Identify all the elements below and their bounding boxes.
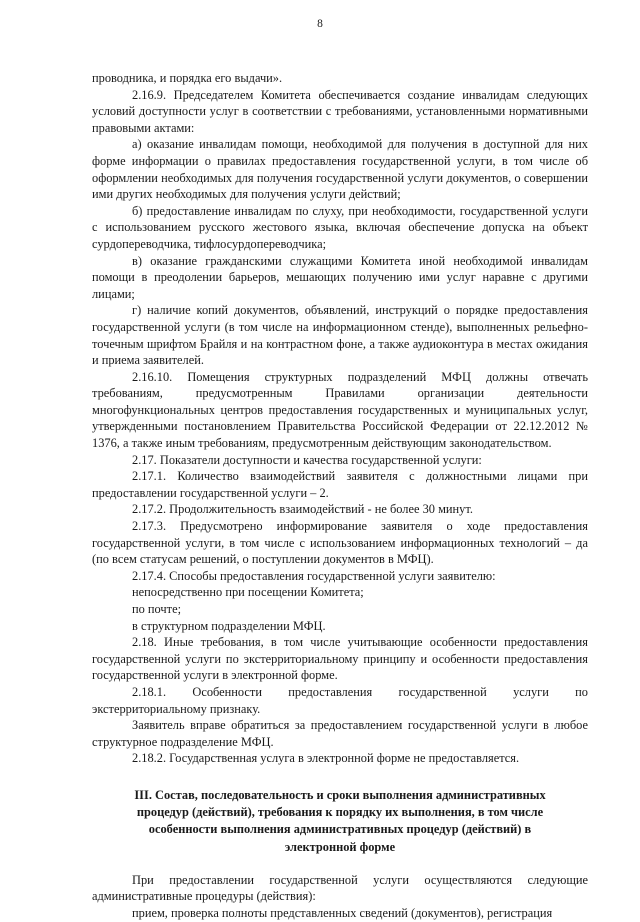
paragraph-2-16-10: 2.16.10. Помещения структурных подразделений МФЦ должны отвечать требованиям, предусмотренным Правилами организации деятельности многофункциональных центров предоставления государственных и муниципальных услуг, утвержденными постановлением Правительства Российской Федерации от 22.12.2012 № 1376, а также иным требованиям, предусмотренным действующим законодательством. — [92, 369, 588, 451]
paragraph-procedures-intro: При предоставлении государственной услуги осуществляются следующие административные процедуры (действия): — [92, 872, 588, 904]
paragraph-item-b: б) предоставление инвалидам по слуху, при необходимости, государственной услуги с использованием русского жестового языка, включая обеспечение допуска на объект сурдопереводчика, тифлосурдопереводчика; — [92, 203, 588, 251]
paragraph-2-17-3: 2.17.3. Предусмотрено информирование заявителя о ходе предоставления государственной услуги, в том числе с использованием информационных технологий – да (по всем статусам решений, о поступлении документов в МФЦ). — [92, 519, 588, 567]
paragraph-item-a: а) оказание инвалидам помощи, необходимой для получения в доступной для них форме информации о правилах предоставления государственной услуги, в том числе об оформлении необходимых для получения государственной услуги документов, о совершении ими других необходимых для получения услуги действий; — [92, 137, 588, 202]
paragraph-2-18-1: 2.18.1. Особенности предоставления государственной услуги по экстерриториальному признаку. — [92, 684, 588, 716]
paragraph-item-v: в) оказание гражданскими служащими Комитета иной необходимой инвалидам помощи в преодолении барьеров, мешающих получению ими услуг наравне с другими лицами; — [92, 253, 588, 301]
paragraph-2-17-4: 2.17.4. Способы предоставления государственной услуги заявителю: — [132, 568, 496, 583]
document-body — [92, 70, 588, 922]
paragraph-2-18-2: 2.18.2. Государственная услуга в электронной форме не предоставляется. — [132, 751, 520, 766]
paragraph-2-17-1: 2.17.1. Количество взаимодействий заявителя с должностными лицами при предоставлении государственной услуги – 2. — [92, 469, 588, 500]
paragraph-2-18: 2.18. Иные требования, в том числе учитывающие особенности предоставления государственной услуги по экстерриториальному принципу и особенности предоставления государственной услуги в электронной форме. — [92, 635, 588, 683]
paragraph-applicant-right: Заявитель вправе обратиться за предоставлением государственной услуги в любое структурное подразделение МФЦ. — [92, 718, 588, 749]
paragraph-method-post: по почте; — [132, 602, 182, 616]
paragraph-method-committee: непосредственно при посещении Комитета; — [132, 585, 364, 600]
paragraph-2-16-9: 2.16.9. Председателем Комитета обеспечивается создание инвалидам следующих условий доступности услуг в соответствии с требованиями, установленными нормативными правовыми актами: — [92, 87, 588, 135]
paragraph-item-g: г) наличие копий документов, объявлений, инструкций о порядке предоставления государственной услуги (в том числе на информационном стенде), выполненных рельефно-точечным шрифтом Брайля и на контрастном фоне, а также аудиоконтура в местах ожидания и приема заявителей. — [92, 303, 588, 368]
page-number: 8 — [317, 18, 323, 30]
paragraph-method-mfc: в структурном подразделении МФЦ. — [132, 618, 326, 633]
section-heading-iii: III. Состав, последовательность и сроки выполнения административных процедур (действий), требования к порядку их выполнения, в том числе особенности выполнения административных процедур (действий) в электронной форме — [134, 787, 546, 854]
paragraph-2-17-2: 2.17.2. Продолжительность взаимодействий - не более 30 минут. — [132, 502, 473, 517]
paragraph-procedure-reception: прием, проверка полноты представленных сведений (документов), регистрация — [132, 905, 553, 920]
paragraph-p0: проводника, и порядка его выдачи». — [92, 71, 283, 85]
paragraph-2-17: 2.17. Показатели доступности и качества государственной услуги: — [132, 452, 482, 467]
